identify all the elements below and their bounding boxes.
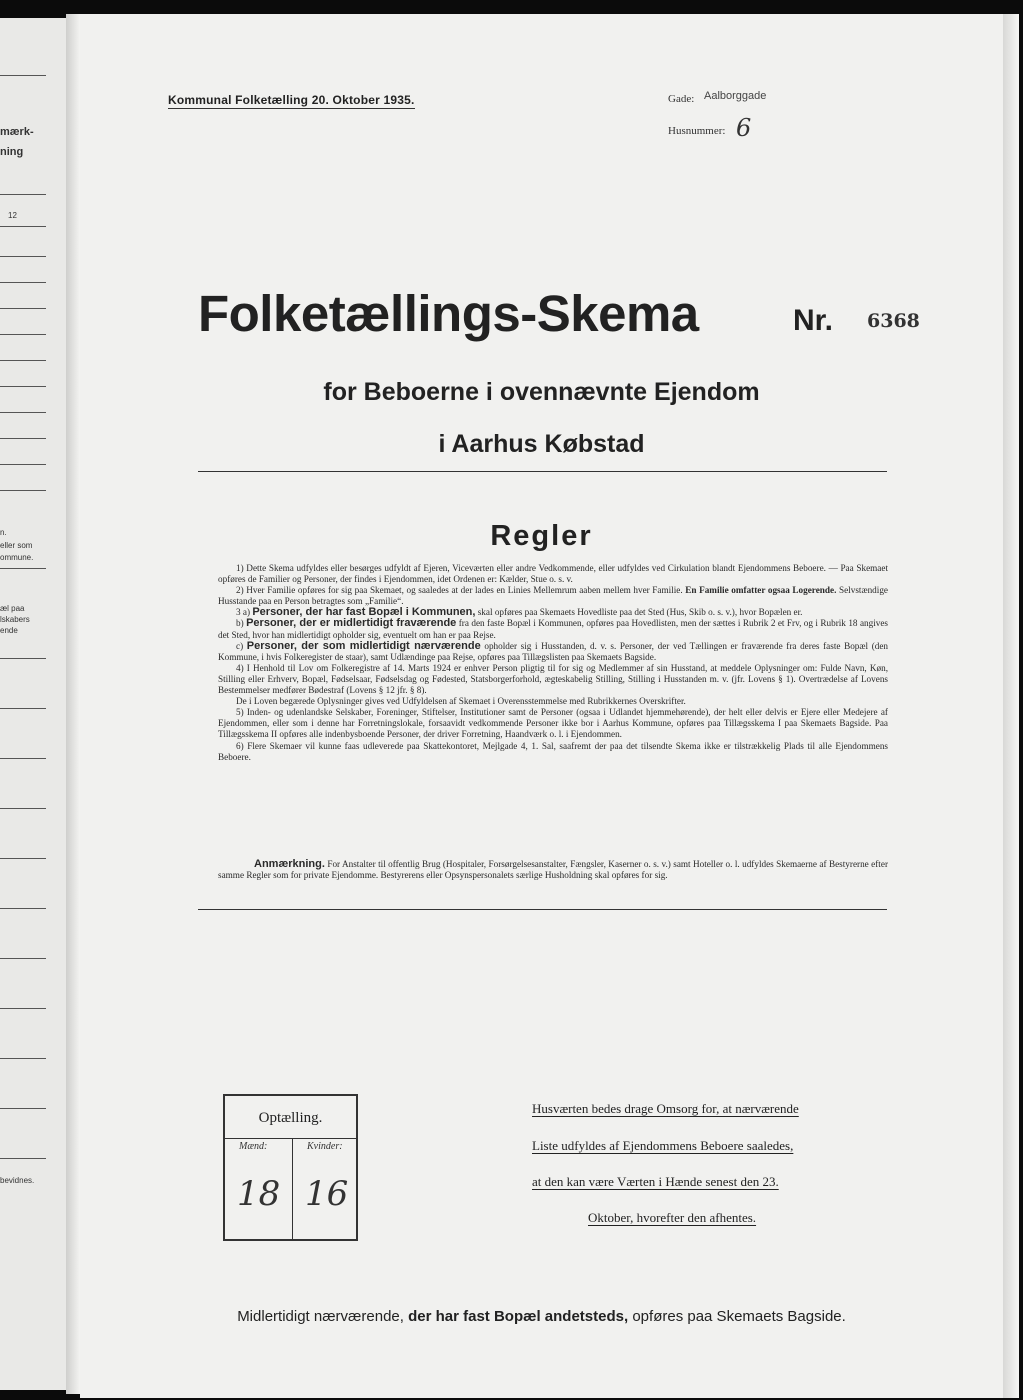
rule-3b-number: b) [236,618,244,629]
tally-column-divider [292,1138,293,1239]
footer-part-1: Midlertidigt nærværende, [237,1308,404,1325]
previous-page-strip [0,18,68,1390]
left-page-rule [0,908,46,909]
rule-2 [218,585,888,607]
remark [218,859,888,881]
rule-3c [218,641,888,663]
left-page-rule [0,75,46,76]
left-page-rule [0,808,46,809]
tally-divider [225,1138,356,1139]
men-count: 18 [237,1174,281,1214]
rule-3a-heading: Personer, der har fast Bopæl i Kommunen, [252,606,476,619]
notice-line: Oktober, hvorefter den afhentes. [588,1210,757,1225]
notice-line: Husværten bedes drage Omsorg for, at nærværende [532,1101,799,1116]
house-number-label: Husnummer: [668,125,726,137]
left-page-rule [0,1008,46,1009]
rules-text [218,563,888,763]
rule-5 [218,707,888,740]
left-page-rule [0,282,46,283]
left-page-rule [0,1108,46,1109]
rule-3c-heading: Personer, der som midlertidigt nærværende [246,639,481,652]
left-page-rule [0,438,46,439]
form-title: Folketællings-Skema [198,285,699,342]
left-page-rule [0,412,46,413]
left-page-rule [0,658,46,659]
left-page-rule [0,194,46,195]
left-page-rule [0,334,46,335]
remark-text: For Anstalter til offentlig Brug (Hospitaler, Forsørgelsesanstalter, Fængsler, Kaserner o. s. v.) samt Hoteller o. l. udfyldes Skemaerne af Bestyrerne efter samme Regler som for private Ejendomme. Bestyrerens eller Opsynspersonalets særlige Husholdning skal opføres for sig. [218,859,888,881]
left-page-rule [0,1058,46,1059]
rule-1 [218,563,888,585]
rule-4-note-text: De i Loven begærede Oplysninger gives ved Udfyldelsen af Skemaet i Overensstemmelse med Rubrikkernes Overskrifter. [236,696,686,707]
rule-2-note: Selvstændige Husstande paa en Person betragtes som „Familie“. [218,585,888,607]
women-label: Kvinder: [307,1141,343,1152]
left-page-rule [0,568,46,569]
footer-part-3: opføres paa Skemaets Bagside. [632,1308,846,1325]
left-page-rule [0,226,46,227]
tally-title: Optælling. [258,1110,323,1126]
rule-4-text: 4) I Henhold til Lov om Folkeregistre af 14. Marts 1924 er enhver Person pligtig til for sig og Medlemmer af sin Husstand, at meddele Oplysninger om: Fulde Navn, Køn, Stilling eller Erhverv, Bopæl, Fødselsaar, Fødselsdag og Fødested, Statsborgerforhold, ægteskabelig Stilling, Stilling i Husstanden m. v. (jfr. Lovens § 1). Overtrædelse af Lovens Bestemmelser medfører Bødestraf (Lovens § 12 jfr. § 8). [218,662,888,696]
left-page-fragment: æl paa [0,604,25,613]
left-page-fragment: eller som [0,541,33,550]
rule-5-text: 5) Inden- og udenlandske Selskaber, Foreninger, Stiftelser, Institutioner samt de Personer (ogsaa i Udlandet hjemmehørende), der helt eller delvis er Ejere eller Medejere af Ejendommen, eller som i denne har Forretningslokale, forsaavidt vedkommende Personer ikke bor i Aarhus Kommune, opføres paa Tillægsskema I paa Skemaets Bagside. Paa Tillægsskema II opføres alle indenbysboende Personer, der driver Forretning, Haandværk o. l. i Ejendommen. [218,707,888,740]
form-number-label: Nr. [793,304,834,337]
rule-6-text: 6) Flere Skemaer vil kunne faas udleverede paa Skattekontoret, Mejlgade 4, 1. Sal, saafremt der paa det tilsendte Skema ikke er tilstrækkelig Plads til alle Ejendommens Beboere. [218,740,888,762]
rule-3a-text: skal opføres paa Skemaets Hovedliste paa det Sted (Hus, Skib o. s. v.), hvor Bopælen er. [477,607,803,618]
left-page-rule [0,958,46,959]
left-page-rule [0,308,46,309]
tally-box [223,1094,358,1241]
form-number: 6368 [867,310,920,332]
left-page-rule [0,490,46,491]
divider-bottom [198,909,887,910]
remark-lead: Anmærkning. [254,858,325,870]
rule-3c-number: c) [236,640,244,651]
page-edge [1003,14,1019,1398]
form-subtitle-city: i Aarhus Købstad [438,430,645,458]
notice-line: at den kan være Værten i Hænde senest den 23. [532,1174,779,1189]
left-page-fragment: mærk- [0,126,34,138]
census-form-page [80,14,1003,1398]
left-page-fragment: ning [0,146,24,158]
rule-2-emphasis: En Familie omfatter ogsaa Logerende. [685,585,837,596]
left-page-fragment: ende [0,626,18,635]
rule-3b [218,618,888,640]
men-label: Mænd: [239,1141,268,1152]
women-count: 16 [305,1174,349,1214]
left-page-rule [0,858,46,859]
book-gutter [66,14,80,1394]
rule-3a-number: 3 a) [236,607,251,618]
left-page-fragment: lskabers [0,615,30,624]
left-page-rule [0,360,46,361]
divider-top [198,471,887,472]
rule-3b-text: fra den faste Bopæl i Kommunen, opføres paa Hovedlisten, men der sættes i Rubrik 2 et Frv, og i Rubrik 18 angives det Sted, hvor han midlertidigt opholder sig, eventuelt om han er paa Rejse. [218,618,889,640]
street-label: Gade: [668,93,695,105]
rule-6 [218,741,888,763]
left-page-fragment: n. [0,528,7,537]
rule-1-text: 1) Dette Skema udfyldes eller besørges udfyldt af Ejeren, Viceværten eller andre Vedkommende, eller udfyldes ved Cirkulation blandt Ejendommens Beboere. — Paa Skemaet opføres de Familier og Personer, der findes i Ejendommen, idet Ordenen er: Kælder, Stue o. s. v. [218,563,888,585]
rule-3c-text: opholder sig i Husstanden, d. v. s. Personer, der ved Tællingen er fraværende fra deres faste Bopæl (den Kommune, i hvis Folkeregister de staar), samt Udlændinge paa Rejse, opføres paa Tillægslisten paa Skemaets Bagside. [218,640,889,662]
footer-note [80,1308,1003,1325]
rule-4-note [218,696,888,707]
left-page-fragment: ommune. [0,553,34,562]
house-number-value: 6 [736,114,752,142]
census-header: Kommunal Folketælling 20. Oktober 1935. [168,93,415,107]
street-value: Aalborggade [704,90,767,102]
rule-3b-heading: Personer, der er midlertidigt fraværende [246,617,457,630]
left-page-fragment: bevidnes. [0,1176,35,1185]
left-page-rule [0,464,46,465]
left-page-rule [0,386,46,387]
rule-2-text: 2) Hver Familie opføres for sig paa Skemaet, og saaledes at der lades en Linies Mellemrum aaben mellem hver Familie. [236,585,683,596]
left-page-fragment: 12 [8,211,17,220]
rules-heading: Regler [490,520,593,552]
footer-part-2: der har fast Bopæl andetsteds, [408,1308,629,1325]
form-subtitle: for Beboerne i ovennævnte Ejendom [323,378,760,406]
rule-4 [218,663,888,696]
left-page-rule [0,256,46,257]
left-page-rule [0,758,46,759]
notice-line: Liste udfyldes af Ejendommens Beboere saaledes, [532,1138,794,1153]
left-page-rule [0,1158,46,1159]
left-page-rule [0,708,46,709]
